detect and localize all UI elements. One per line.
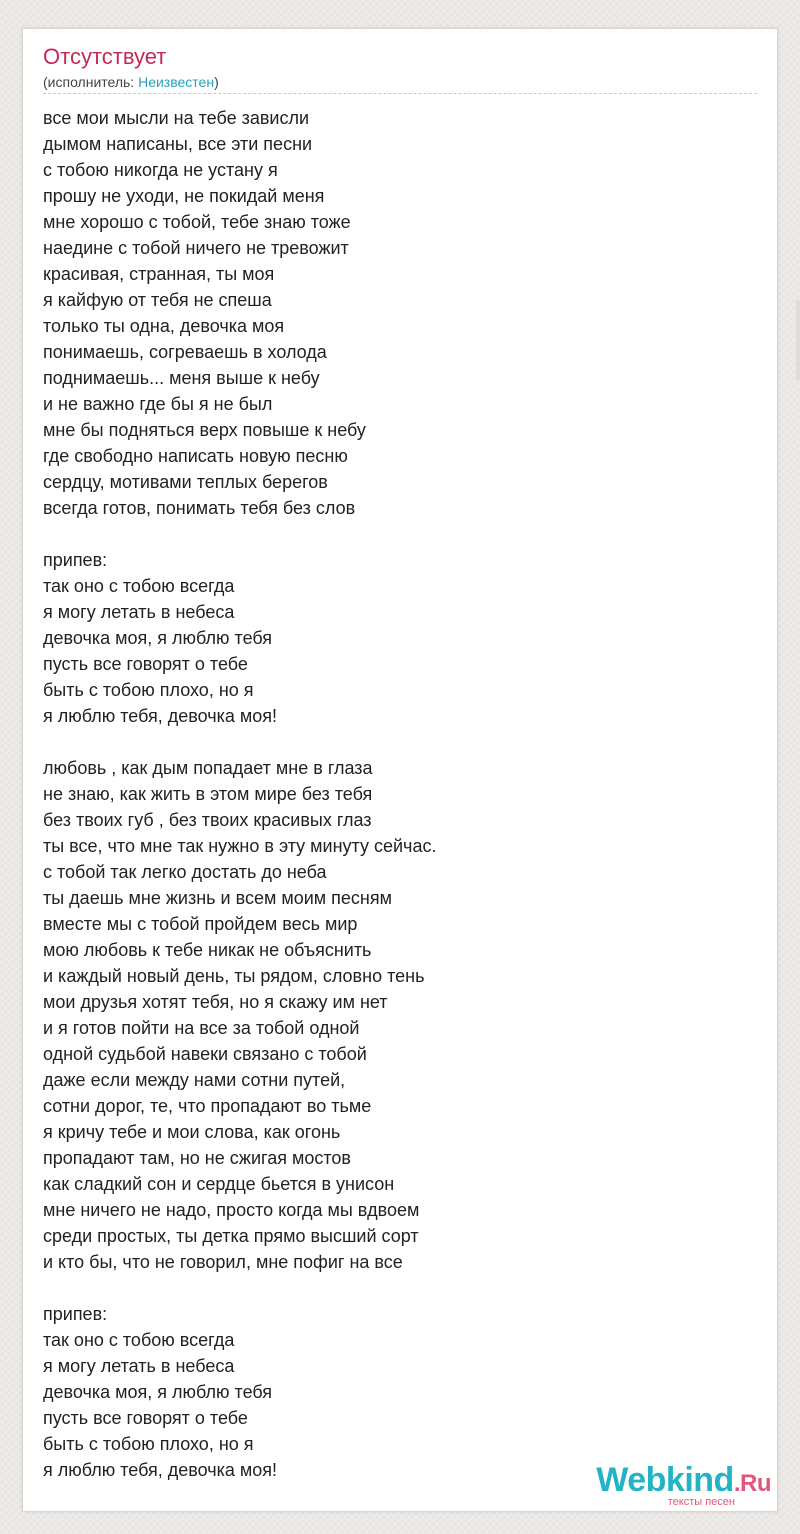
lyric-line: припев: [43, 1304, 108, 1324]
lyric-line: даже если между нами сотни путей, [43, 1070, 346, 1090]
lyric-line: всегда готов, понимать тебя без слов [43, 498, 356, 518]
lyric-line: понимаешь, согреваешь в холода [43, 342, 327, 362]
lyric-line: одной судьбой навеки связано с тобой [43, 1044, 367, 1064]
lyric-line: с тобою никогда не устану я [43, 160, 278, 180]
lyric-line: и я готов пойти на все за тобой одной [43, 1018, 360, 1038]
lyric-line: я люблю тебя, девочка моя! [43, 706, 278, 726]
lyric-line: и каждый новый день, ты рядом, словно тень [43, 966, 425, 986]
artist-suffix: ) [214, 74, 219, 90]
lyric-line: без твоих губ , без твоих красивых глаз [43, 810, 372, 830]
artist-link[interactable]: Неизвестен [138, 74, 215, 90]
lyrics-body [43, 105, 743, 1509]
lyric-line: я могу летать в небеса [43, 1356, 235, 1376]
lyric-line: я могу летать в небеса [43, 602, 235, 622]
song-title: Отсутствует [43, 44, 167, 69]
lyric-line: мне бы подняться верх повыше к небу [43, 420, 366, 440]
scrollbar-thumb[interactable] [796, 300, 800, 380]
lyric-line: быть с тобою плохо, но я [43, 680, 254, 700]
lyric-line: не знаю, как жить в этом мире без тебя [43, 784, 373, 804]
lyric-line: среди простых, ты детка прямо высший сорт [43, 1226, 419, 1246]
logo-main-text: Webkind [596, 1461, 734, 1499]
lyric-line: припев: [43, 550, 108, 570]
lyric-line: и не важно где бы я не был [43, 394, 273, 414]
lyric-line: пусть все говорят о тебе [43, 1408, 248, 1428]
artist-line [43, 73, 219, 91]
artist-prefix: (исполнитель: [43, 74, 139, 90]
lyrics-stanza [43, 1301, 743, 1483]
lyric-line: прошу не уходи, не покидай меня [43, 186, 325, 206]
lyric-line: только ты одна, девочка моя [43, 316, 285, 336]
lyric-line: мне хорошо с тобой, тебе знаю тоже [43, 212, 351, 232]
lyric-line: где свободно написать новую песню [43, 446, 348, 466]
lyric-line: дымом написаны, все эти песни [43, 134, 313, 154]
logo-tagline: тексты песен [667, 1496, 735, 1508]
lyric-line: так оно с тобою всегда [43, 1330, 235, 1350]
lyric-line: поднимаешь... меня выше к небу [43, 368, 320, 388]
lyrics-card [22, 28, 778, 1512]
lyric-line: мне ничего не надо, просто когда мы вдвоем [43, 1200, 420, 1220]
lyric-line: наедине с тобой ничего не тревожит [43, 238, 349, 258]
lyric-line: мои друзья хотят тебя, но я скажу им нет [43, 992, 388, 1012]
title-divider [43, 93, 757, 94]
lyrics-stanza [43, 547, 743, 729]
lyric-line: красивая, странная, ты моя [43, 264, 275, 284]
lyrics-stanza [43, 105, 743, 521]
lyric-line: и кто бы, что не говорил, мне пофиг на все [43, 1252, 403, 1272]
lyric-line: ты даешь мне жизнь и всем моим песням [43, 888, 392, 908]
lyric-line: все мои мысли на тебе зависли [43, 108, 310, 128]
site-logo[interactable] [581, 1462, 771, 1508]
lyric-line: девочка моя, я люблю тебя [43, 628, 273, 648]
lyric-line: с тобой так легко достать до неба [43, 862, 327, 882]
lyric-line: мою любовь к тебе никак не объяснить [43, 940, 372, 960]
lyric-line: я кайфую от тебя не спеша [43, 290, 272, 310]
lyric-line: любовь , как дым попадает мне в глаза [43, 758, 373, 778]
lyric-line: пусть все говорят о тебе [43, 654, 248, 674]
lyric-line: ты все, что мне так нужно в эту минуту сейчас. [43, 836, 437, 856]
lyric-line: девочка моя, я люблю тебя [43, 1382, 273, 1402]
lyric-line: сердцу, мотивами теплых берегов [43, 472, 328, 492]
lyric-line: я кричу тебе и мои слова, как огонь [43, 1122, 341, 1142]
lyric-line: вместе мы с тобой пройдем весь мир [43, 914, 358, 934]
lyric-line: я люблю тебя, девочка моя! [43, 1460, 278, 1480]
lyrics-stanza [43, 755, 743, 1275]
lyric-line: быть с тобою плохо, но я [43, 1434, 254, 1454]
lyric-line: сотни дорог, те, что пропадают во тьме [43, 1096, 372, 1116]
logo-tld: .Ru [733, 1470, 771, 1497]
lyric-line: пропадают там, но не сжигая мостов [43, 1148, 351, 1168]
lyric-line: так оно с тобою всегда [43, 576, 235, 596]
lyric-line: как сладкий сон и сердце бьется в унисон [43, 1174, 395, 1194]
